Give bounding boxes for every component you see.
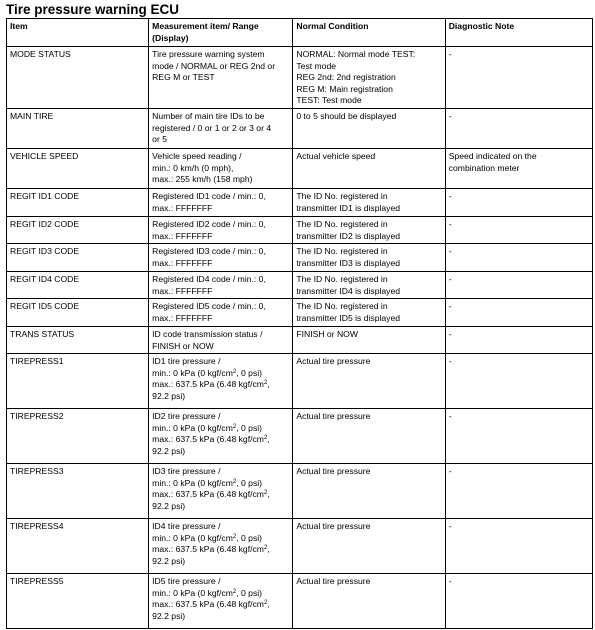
range-line xyxy=(152,391,289,403)
cell-normal-condition xyxy=(293,409,445,464)
superscript: 2 xyxy=(232,423,237,430)
table-row xyxy=(7,519,593,574)
cell-measurement-range-text: ID code transmission status / FINISH or NOW xyxy=(152,329,263,351)
cell-normal-condition xyxy=(293,327,445,354)
range-text: max.: 637.5 kPa (6.48 kgf/cm xyxy=(152,489,264,499)
range-text: ID5 tire pressure / xyxy=(152,576,221,586)
header-item: Item xyxy=(7,19,149,47)
range-text: min.: 0 kPa (0 kgf/cm xyxy=(152,477,233,488)
range-text: 92.2 psi) xyxy=(152,390,186,401)
cell-measurement-range xyxy=(149,299,293,327)
cell-normal-condition xyxy=(293,272,445,299)
cell-normal-condition xyxy=(293,189,445,217)
range-text: 92.2 psi) xyxy=(152,500,186,511)
range-text: min.: 0 kPa (0 kgf/cm xyxy=(152,587,233,598)
cell-diagnostic-note-text: - xyxy=(448,301,452,311)
cell-measurement-range xyxy=(149,354,293,409)
cell-measurement-range xyxy=(149,272,293,299)
range-text: ID2 tire pressure / xyxy=(152,411,221,421)
cell-item-text: REGIT ID4 CODE xyxy=(10,274,80,284)
table-row xyxy=(7,464,593,519)
cell-normal-condition xyxy=(293,47,445,109)
header-diagnostic-note: Diagnostic Note xyxy=(445,19,592,47)
range-line xyxy=(152,521,289,533)
range-text: min.: 0 kPa (0 kgf/cm xyxy=(152,367,233,378)
cell-normal-condition-text: FINISH or NOW xyxy=(296,329,358,339)
cell-item xyxy=(7,354,149,409)
cell-item xyxy=(7,47,149,109)
cell-measurement-range-text: Registered ID4 code / min.: 0, max.: FFFFFFF xyxy=(152,274,266,296)
range-line xyxy=(152,478,289,490)
range-text: ID4 tire pressure / xyxy=(152,521,221,531)
cell-measurement-range-text: Tire pressure warning system mode / NORMAL or REG 2nd or REG M or TEST xyxy=(152,49,276,82)
cell-normal-condition xyxy=(293,149,445,189)
table-row xyxy=(7,47,593,109)
cell-normal-condition-text: The ID No. registered in transmitter ID4 is displayed xyxy=(296,274,401,296)
cell-item-text: TIREPRESS1 xyxy=(10,356,64,366)
cell-item xyxy=(7,109,149,149)
table-header xyxy=(7,19,593,47)
range-line xyxy=(152,489,289,501)
range-text: , xyxy=(267,544,270,554)
range-text: min.: 0 kPa (0 kgf/cm xyxy=(152,532,233,543)
superscript: 2 xyxy=(263,380,268,386)
cell-normal-condition-text: Actual tire pressure xyxy=(296,411,371,421)
cell-measurement-range xyxy=(149,244,293,272)
cell-measurement-range-text: Registered ID2 code / min.: 0, max.: FFFFFFF xyxy=(152,219,266,241)
cell-item xyxy=(7,299,149,327)
range-line xyxy=(152,556,289,568)
cell-diagnostic-note xyxy=(445,47,592,109)
cell-normal-condition xyxy=(293,354,445,409)
cell-diagnostic-note xyxy=(445,299,592,327)
table-header-row xyxy=(7,19,593,47)
cell-item xyxy=(7,149,149,189)
cell-measurement-range xyxy=(149,189,293,217)
cell-measurement-range-text: Number of main tire IDs to be registered / 0 or 1 or 2 or 3 or 4 or 5 xyxy=(152,111,272,144)
cell-item xyxy=(7,574,149,629)
cell-measurement-range xyxy=(149,327,293,354)
range-line xyxy=(152,533,289,545)
cell-item-text: TIREPRESS4 xyxy=(10,521,64,531)
range-text: 92.2 psi) xyxy=(152,445,186,456)
cell-diagnostic-note-text: - xyxy=(448,191,452,201)
cell-normal-condition xyxy=(293,217,445,244)
cell-item xyxy=(7,464,149,519)
cell-normal-condition-text: Actual tire pressure xyxy=(296,466,371,476)
range-text: min.: 0 kPa (0 kgf/cm xyxy=(152,422,233,433)
cell-measurement-range xyxy=(149,409,293,464)
cell-item xyxy=(7,189,149,217)
superscript: 2 xyxy=(263,600,268,606)
range-text: max.: 637.5 kPa (6.48 kgf/cm xyxy=(152,599,264,609)
cell-measurement-range-text: Registered ID1 code / min.: 0, max.: FFFFFFF xyxy=(152,191,266,213)
cell-item xyxy=(7,272,149,299)
cell-diagnostic-note-text: - xyxy=(448,411,452,421)
superscript: 2 xyxy=(232,533,237,540)
cell-normal-condition-text: The ID No. registered in transmitter ID5 is displayed xyxy=(296,301,401,323)
cell-normal-condition-text: Actual vehicle speed xyxy=(296,151,376,161)
cell-normal-condition-text: The ID No. registered in transmitter ID1 is displayed xyxy=(296,191,401,213)
cell-measurement-range xyxy=(149,464,293,519)
cell-diagnostic-note xyxy=(445,149,592,189)
cell-diagnostic-note-text: Speed indicated on the combination meter xyxy=(448,151,537,173)
table-row xyxy=(7,354,593,409)
range-text: 92.2 psi) xyxy=(152,610,186,621)
table-row xyxy=(7,272,593,299)
cell-normal-condition xyxy=(293,574,445,629)
cell-measurement-range xyxy=(149,109,293,149)
range-text: max.: 637.5 kPa (6.48 kgf/cm xyxy=(152,434,264,444)
cell-normal-condition xyxy=(293,299,445,327)
cell-item-text: TIREPRESS5 xyxy=(10,576,64,586)
cell-measurement-range-text: Registered ID5 code / min.: 0, max.: FFFFFFF xyxy=(152,301,266,323)
table-body xyxy=(7,47,593,629)
cell-diagnostic-note-text: - xyxy=(448,49,452,59)
cell-item xyxy=(7,217,149,244)
range-text: , 0 psi) xyxy=(236,587,263,598)
table-row xyxy=(7,574,593,629)
cell-diagnostic-note-text: - xyxy=(448,576,452,586)
table-row xyxy=(7,217,593,244)
header-measurement-range: Measurement item/ Range (Display) xyxy=(149,19,293,47)
cell-item-text: MODE STATUS xyxy=(10,49,71,59)
cell-diagnostic-note-text: - xyxy=(448,356,452,366)
range-line xyxy=(152,544,289,556)
superscript: 2 xyxy=(232,588,237,595)
cell-item-text: REGIT ID3 CODE xyxy=(10,246,80,256)
cell-normal-condition-text: NORMAL: Normal mode TEST: Test mode REG 2nd: 2nd registration REG M: Main registration TEST: Test mode xyxy=(296,49,416,105)
superscript: 2 xyxy=(263,435,268,441)
cell-diagnostic-note xyxy=(445,272,592,299)
range-line xyxy=(152,368,289,380)
cell-diagnostic-note xyxy=(445,409,592,464)
range-text: , xyxy=(267,599,270,609)
range-text: ID1 tire pressure / xyxy=(152,356,221,366)
cell-diagnostic-note xyxy=(445,354,592,409)
range-line xyxy=(152,423,289,435)
cell-diagnostic-note xyxy=(445,574,592,629)
superscript: 2 xyxy=(232,368,237,375)
table-row xyxy=(7,244,593,272)
cell-measurement-range xyxy=(149,574,293,629)
range-line xyxy=(152,379,289,391)
cell-measurement-range xyxy=(149,47,293,109)
range-line xyxy=(152,356,289,368)
cell-normal-condition-text: Actual tire pressure xyxy=(296,576,371,586)
cell-measurement-range xyxy=(149,519,293,574)
cell-normal-condition-text: The ID No. registered in transmitter ID2 is displayed xyxy=(296,219,401,241)
cell-measurement-range xyxy=(149,217,293,244)
cell-item-text: REGIT ID5 CODE xyxy=(10,301,80,311)
table-row xyxy=(7,299,593,327)
cell-normal-condition xyxy=(293,244,445,272)
cell-normal-condition-text: Actual tire pressure xyxy=(296,521,371,531)
range-line xyxy=(152,588,289,600)
cell-item-text: MAIN TIRE xyxy=(10,111,54,121)
cell-item xyxy=(7,244,149,272)
cell-normal-condition-text: Actual tire pressure xyxy=(296,356,371,366)
cell-diagnostic-note xyxy=(445,327,592,354)
table-row xyxy=(7,189,593,217)
cell-normal-condition-text: The ID No. registered in transmitter ID3 is displayed xyxy=(296,246,401,268)
cell-diagnostic-note xyxy=(445,217,592,244)
range-text: , xyxy=(267,379,270,389)
table-row xyxy=(7,409,593,464)
range-line xyxy=(152,434,289,446)
cell-measurement-range xyxy=(149,149,293,189)
cell-item-text: REGIT ID2 CODE xyxy=(10,219,80,229)
superscript: 2 xyxy=(232,478,237,485)
cell-normal-condition xyxy=(293,519,445,574)
range-text: , xyxy=(267,434,270,444)
range-line xyxy=(152,466,289,478)
cell-diagnostic-note-text: - xyxy=(448,329,452,339)
range-text: , 0 psi) xyxy=(236,477,263,488)
cell-measurement-range-text: Vehicle speed reading / min.: 0 km/h (0 mph), max.: 255 km/h (158 mph) xyxy=(152,151,253,184)
cell-item-text: TRANS STATUS xyxy=(10,329,75,339)
cell-diagnostic-note-text: - xyxy=(448,274,452,284)
cell-diagnostic-note xyxy=(445,189,592,217)
range-text: , 0 psi) xyxy=(236,422,263,433)
cell-item xyxy=(7,409,149,464)
range-line xyxy=(152,599,289,611)
data-list-table xyxy=(6,18,593,629)
range-text: 92.2 psi) xyxy=(152,555,186,566)
page-title: Tire pressure warning ECU xyxy=(6,2,180,17)
range-text: , 0 psi) xyxy=(236,367,263,378)
cell-diagnostic-note-text: - xyxy=(448,521,452,531)
cell-item-text: VEHICLE SPEED xyxy=(10,151,79,161)
cell-item-text: TIREPRESS2 xyxy=(10,411,64,421)
table-row xyxy=(7,109,593,149)
cell-item-text: TIREPRESS3 xyxy=(10,466,64,476)
superscript: 2 xyxy=(263,545,268,551)
range-line xyxy=(152,411,289,423)
range-text: , xyxy=(267,489,270,499)
range-text: ID3 tire pressure / xyxy=(152,466,221,476)
cell-diagnostic-note xyxy=(445,244,592,272)
range-text: , 0 psi) xyxy=(236,532,263,543)
cell-normal-condition-text: 0 to 5 should be displayed xyxy=(296,111,397,121)
cell-diagnostic-note-text: - xyxy=(448,111,452,121)
range-line xyxy=(152,576,289,588)
cell-normal-condition xyxy=(293,464,445,519)
range-text: max.: 637.5 kPa (6.48 kgf/cm xyxy=(152,379,264,389)
cell-item xyxy=(7,519,149,574)
header-normal-condition: Normal Condition xyxy=(293,19,445,47)
range-line xyxy=(152,611,289,623)
cell-item xyxy=(7,327,149,354)
range-line xyxy=(152,446,289,458)
range-text: max.: 637.5 kPa (6.48 kgf/cm xyxy=(152,544,264,554)
table-row xyxy=(7,327,593,354)
range-line xyxy=(152,501,289,513)
cell-diagnostic-note-text: - xyxy=(448,219,452,229)
cell-measurement-range-text: Registered ID3 code / min.: 0, max.: FFFFFFF xyxy=(152,246,266,268)
superscript: 2 xyxy=(263,490,268,496)
cell-diagnostic-note xyxy=(445,464,592,519)
cell-diagnostic-note-text: - xyxy=(448,466,452,476)
cell-diagnostic-note xyxy=(445,109,592,149)
cell-diagnostic-note xyxy=(445,519,592,574)
table-row xyxy=(7,149,593,189)
cell-diagnostic-note-text: - xyxy=(448,246,452,256)
cell-normal-condition xyxy=(293,109,445,149)
cell-item-text: REGIT ID1 CODE xyxy=(10,191,80,201)
